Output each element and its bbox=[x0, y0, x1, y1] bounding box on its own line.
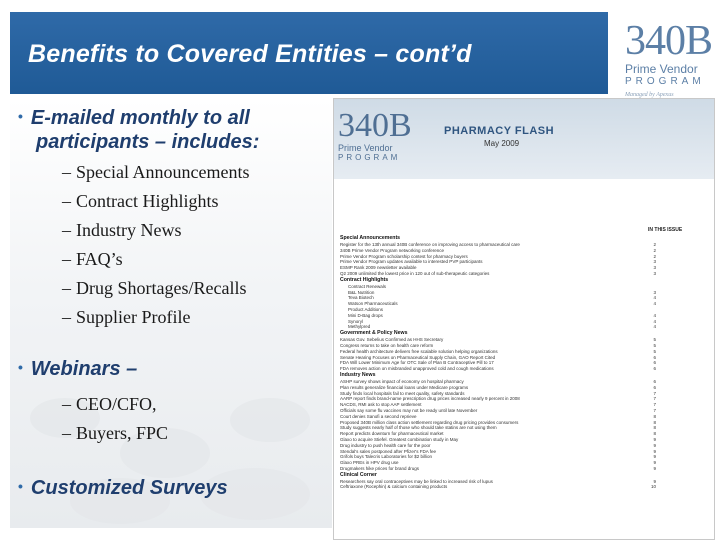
bullet-dot: • bbox=[18, 359, 23, 375]
toc-page: 4 bbox=[653, 312, 656, 318]
toc-text: Glaxo to acquire Stiefel. Greatest combination study in May bbox=[340, 436, 459, 442]
toc-text: Methylpred bbox=[348, 324, 371, 330]
sub-bullet: – Buyers, FPC bbox=[62, 423, 169, 443]
bullet-surveys-label: Customized Surveys bbox=[30, 477, 228, 499]
toc-text: Study finds local hospitals fail to meet quality, safety standards bbox=[340, 390, 465, 396]
toc-page: 9 bbox=[653, 460, 656, 466]
sub-bullet: – CEO/CFO, bbox=[62, 394, 157, 414]
sub-bullet: – Contract Highlights bbox=[62, 191, 219, 211]
bullet-dot: • bbox=[18, 108, 23, 124]
toc-page: 9 bbox=[653, 465, 656, 471]
toc-page: 9 bbox=[653, 478, 656, 484]
toc-text: Government & Policy News bbox=[340, 330, 408, 337]
toc-heading bbox=[340, 372, 656, 379]
toc-page: 5 bbox=[653, 337, 656, 343]
table-of-contents bbox=[340, 235, 656, 490]
toc-text: Q2 2009 unlimited the lowest price in 120 out of sub-therapeutic categories bbox=[340, 270, 490, 276]
toc-text: Teva Biotech bbox=[348, 295, 374, 301]
webinar-sub-list bbox=[62, 390, 168, 448]
toc-text: Drug industry to push health care for the poor bbox=[340, 442, 431, 448]
toc-page: 8 bbox=[653, 413, 656, 419]
toc-page: 9 bbox=[653, 442, 656, 448]
toc-text: Kansas Gov. Sebelius Confirmed as HHS Secretary bbox=[340, 337, 444, 343]
toc-text: Grifols buys Talecris Laboratories for $2 billion bbox=[340, 454, 432, 460]
toc-page: 3 bbox=[653, 265, 656, 271]
toc-text: Industry News bbox=[340, 371, 376, 378]
logo-line1: Prime Vendor bbox=[625, 62, 698, 76]
toc-page: 7 bbox=[653, 396, 656, 402]
toc-page: 4 bbox=[653, 301, 656, 307]
toc-page: 7 bbox=[653, 402, 656, 408]
toc-heading bbox=[340, 330, 656, 337]
toc-page: 3 bbox=[653, 289, 656, 295]
toc-page: 8 bbox=[653, 425, 656, 431]
toc-heading bbox=[340, 277, 656, 284]
toc-text: Contract Highlights bbox=[340, 276, 389, 283]
toc-page: 6 bbox=[653, 366, 656, 372]
toc-text: B&L Nutrition bbox=[348, 289, 375, 295]
toc-text: Study suggests nearly half of those who should take statins are not using them bbox=[340, 425, 497, 431]
sub-bullet: – Supplier Profile bbox=[62, 307, 191, 327]
toc-entry bbox=[340, 484, 656, 490]
toc-text: Plan results generalize financial loans under Medicare programs bbox=[340, 384, 469, 390]
toc-page: 4 bbox=[653, 324, 656, 330]
toc-page: 2 bbox=[653, 247, 656, 253]
toc-page: 3 bbox=[653, 270, 656, 276]
toc-text: Contract Renewals bbox=[348, 283, 387, 289]
toc-text: Ceftriaxone (Rocephin) & calcium containing products bbox=[340, 484, 448, 490]
toc-text: Proposed 340B million class action settlement regarding drug pricing provides consumers bbox=[340, 419, 519, 425]
pharmacy-flash-newsletter bbox=[333, 98, 715, 540]
pill-decoration bbox=[230, 398, 310, 442]
toc-text: Register for the 13th annual 340B conference on improving access to pharmaceutical care bbox=[340, 242, 520, 247]
logo-mark: 340B bbox=[625, 18, 713, 64]
toc-text: ASHP survey shows impact of economy on hospital pharmacy bbox=[340, 378, 464, 384]
newsletter-logo: 340B Prime Vendor PROGRAM bbox=[338, 107, 412, 162]
toc-text: Clinical Corner bbox=[340, 471, 377, 478]
toc-text: Drugmakers hike prices for brand drugs bbox=[340, 465, 420, 471]
title-bar bbox=[10, 12, 608, 94]
logo-tagline: Managed by Apexus bbox=[625, 92, 674, 98]
toc-text: Glaxo PREs in HPV drug use bbox=[340, 460, 399, 466]
toc-text: Court denies Sanofi a second reprieve bbox=[340, 413, 417, 419]
bullet-dot: • bbox=[18, 478, 23, 494]
toc-text: Officials say some flu vaccines may not be ready until late November bbox=[340, 407, 478, 413]
bullet-emailed-line1: E-mailed monthly to all bbox=[30, 107, 250, 129]
toc-page: 6 bbox=[653, 378, 656, 384]
sub-bullet: – Special Announcements bbox=[62, 162, 250, 182]
sub-bullet-list bbox=[62, 158, 249, 332]
toc-text: Prime Vendor Program updates available to interested PVP participants bbox=[340, 259, 483, 265]
toc-text: Product Additions bbox=[348, 306, 384, 312]
bullet-surveys bbox=[18, 477, 228, 500]
sub-bullet: – Industry News bbox=[62, 220, 182, 240]
toc-text: Congress returns to take on health care reform bbox=[340, 342, 434, 348]
toc-page: 9 bbox=[653, 448, 656, 454]
bullet-emailed bbox=[18, 104, 318, 154]
toc-text: Report predicts downturn for pharmaceutical market bbox=[340, 431, 444, 437]
bullet-emailed-line2: participants – includes: bbox=[36, 131, 260, 153]
toc-text: AARP report finds brand-name prescription drug prices increased nearly 9 percent in 2008 bbox=[340, 396, 520, 402]
toc-page: 5 bbox=[653, 348, 656, 354]
newsletter-date: May 2009 bbox=[484, 139, 520, 148]
sub-bullet: – Drug Shortages/Recalls bbox=[62, 278, 247, 298]
340b-logo bbox=[625, 20, 715, 110]
toc-text: Synoryl bbox=[348, 318, 364, 324]
toc-page: 8 bbox=[653, 419, 656, 425]
toc-page: 4 bbox=[653, 318, 656, 324]
toc-page: 7 bbox=[653, 407, 656, 413]
toc-page: 6 bbox=[653, 354, 656, 360]
toc-page: 8 bbox=[653, 431, 656, 437]
toc-text: FDA Will Lower Minimum Age for OTC Sale of Plan B Contraceptive Pill to 17 bbox=[340, 360, 494, 366]
toc-heading bbox=[340, 472, 656, 479]
toc-page: 4 bbox=[653, 295, 656, 301]
slide-title: Benefits to Covered Entities – cont’d bbox=[28, 40, 472, 68]
toc-page: 10 bbox=[650, 484, 656, 490]
toc-text: ESMP Rank 2009 newsletter available bbox=[340, 265, 417, 271]
bullet-webinars-label: Webinars – bbox=[30, 358, 138, 380]
toc-text: Prime Vendor Program scholarship contest for pharmacy buyers bbox=[340, 253, 468, 259]
newsletter-title: PHARMACY FLASH bbox=[444, 125, 555, 137]
in-this-issue-label: IN THIS ISSUE bbox=[648, 227, 683, 233]
toc-page: 3 bbox=[653, 259, 656, 265]
toc-page: 9 bbox=[653, 454, 656, 460]
toc-text: Federal health architecture delivers free scalable solution helping organizations bbox=[340, 348, 498, 354]
toc-text: FDA removes action on misbranded unapproved cold and cough medications bbox=[340, 366, 494, 372]
logo-line2: PROGRAM bbox=[625, 76, 705, 87]
toc-text: Watson Pharmaceuticals bbox=[348, 301, 398, 307]
bullet-webinars bbox=[18, 358, 137, 381]
toc-text: Stendal's sales postponed after Pfizer's FDA fee bbox=[340, 448, 437, 454]
toc-page: 5 bbox=[653, 342, 656, 348]
toc-page: 6 bbox=[653, 360, 656, 366]
toc-text: 340B Prime Vendor Program networking conference bbox=[340, 247, 445, 253]
sub-bullet: – FAQ’s bbox=[62, 249, 123, 269]
toc-heading bbox=[340, 235, 656, 242]
toc-page: 6 bbox=[653, 384, 656, 390]
toc-text: Special Announcements bbox=[340, 235, 401, 241]
toc-text: Senate Hearing Focuses on Pharmaceutical Supply Chain, GAO Report Cited bbox=[340, 354, 496, 360]
toc-page: 9 bbox=[653, 436, 656, 442]
toc-page: 2 bbox=[653, 242, 656, 247]
toc-page: 7 bbox=[653, 390, 656, 396]
toc-page: 2 bbox=[653, 253, 656, 259]
toc-text: Mini D-Bag drops bbox=[348, 312, 383, 318]
toc-text: Researchers say oral contraceptives may be linked to increased risk of lupus bbox=[340, 478, 493, 484]
toc-text: NACDS, RMI ask to stop AAP settlement bbox=[340, 402, 422, 408]
